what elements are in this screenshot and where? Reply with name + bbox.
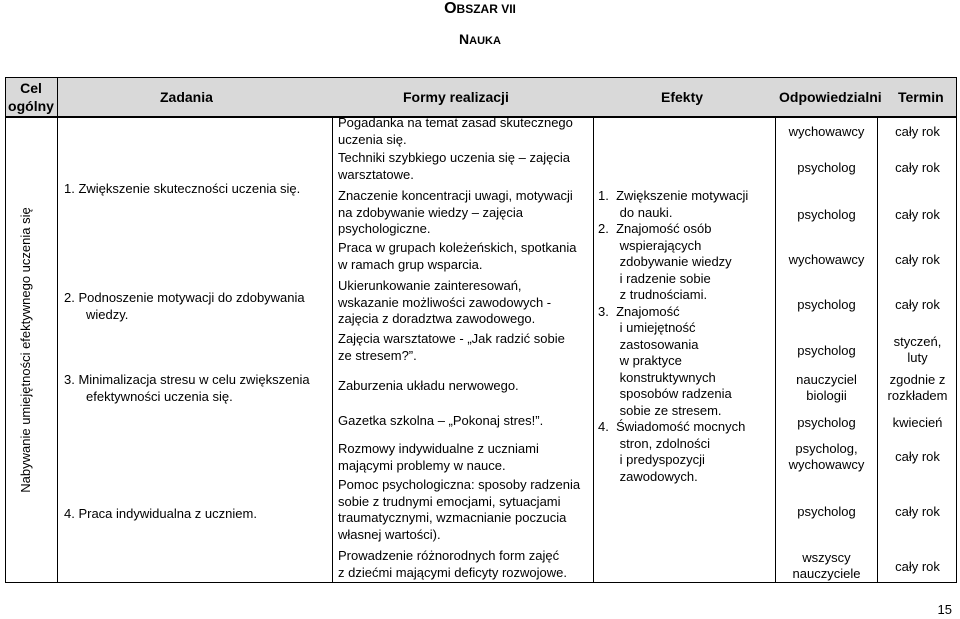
task-1: 1. Zwiększenie skuteczności uczenia się. (64, 181, 301, 196)
term-cell: kwiecień (892, 415, 943, 430)
responsible-cell: nauczyciel biologii (796, 372, 857, 403)
col-responsible-header: Odpowiedzialni (779, 89, 882, 105)
form-item: Pomoc psychologiczna: sposoby radzenia sobie z trudnymi emocjami, sytuacjami traumatycznymi, wzmacnianie poczucia własnej wartości). (338, 477, 581, 542)
term-cell: cały rok (895, 160, 940, 175)
col-divider-forms (593, 117, 594, 583)
term-cell: cały rok (895, 297, 940, 312)
responsible-cell: psycholog (797, 207, 856, 222)
responsible-cell: psycholog, wychowawcy (788, 441, 865, 472)
task-4: 4. Praca indywidualna z uczniem. (64, 506, 257, 521)
term-cell: cały rok (895, 207, 940, 222)
page-number: 15 (937, 602, 952, 617)
form-item: Gazetka szkolna – „Pokonaj stres!”. (338, 413, 544, 428)
form-item: Znaczenie koncentracji uwagi, motywacji na zdobywanie wiedzy – zajęcia psychologiczne. (338, 188, 573, 236)
col-forms-header: Formy realizacji (403, 89, 509, 105)
form-item: Ukierunkowanie zainteresowań, wskazanie możliwości zawodowych - zajęcia z doradztwa zawodowego. (338, 278, 552, 326)
responsible-cell: psycholog (797, 504, 856, 519)
form-item: Techniki szybkiego uczenia się – zajęcia warsztatowe. (338, 150, 570, 182)
responsible-cell: psycholog (797, 415, 856, 430)
col-term-header: Termin (898, 89, 944, 105)
responsible-cell: psycholog (797, 343, 856, 358)
term-cell: cały rok (895, 124, 940, 139)
term-cell: cały rok (895, 449, 940, 464)
task-3: 3. Minimalizacja stresu w celu zwiększenia (64, 372, 310, 387)
responsible-cell: wszyscy nauczyciele (792, 550, 861, 581)
section-title-rest: AUKA (469, 35, 501, 47)
area-title (0, 0, 960, 18)
task-2: 2. Podnoszenie motywacji do zdobywania (64, 290, 305, 305)
term-cell: cały rok (895, 504, 940, 519)
responsible-cell: psycholog (797, 160, 856, 175)
area-title-rest: BSZAR VII (456, 2, 516, 16)
form-item: Prowadzenie różnorodnych form zajęć z dziećmi mającymi deficyty rozwojowe. (338, 548, 568, 580)
area-title-first: O (444, 0, 457, 17)
responsible-cell: wychowawcy (788, 124, 865, 139)
form-item: Zaburzenia układu nerwowego. (338, 378, 519, 393)
form-item: Rozmowy indywidualne z uczniami mającymi problemy w nauce. (338, 441, 539, 473)
section-title-first: N (459, 31, 470, 47)
col-effects-header: Efekty (661, 89, 704, 105)
task-2-cont: wiedzy. (86, 307, 129, 322)
term-cell: zgodnie z rozkładem (887, 372, 948, 403)
form-item: Zajęcia warsztatowe - „Jak radzić sobie ze stresem?”. (338, 331, 565, 363)
term-cell: styczeń, luty (893, 334, 942, 365)
col-goal-line1: Cel (20, 80, 42, 96)
col-divider-tasks (332, 117, 333, 583)
responsible-cell: wychowawcy (788, 252, 865, 267)
effects-list: 1. Zwiększenie motywacji do nauki. 2. Znajomość osób wspierających zdobywanie wiedzy i radzenie sobie z trudnościami. 3. Znajomość i umiejętność zastosowania w praktyce konstruktywnych sposobów radzenia sobie ze stresem. 4. Świadomość mocnych stron, zdolności i predyspozycji zawodowych. (598, 188, 749, 484)
form-item: Praca w grupach koleżeńskich, spotkania w ramach grup wsparcia. (338, 240, 577, 272)
section-title (0, 30, 960, 50)
col-divider-goal (57, 77, 58, 583)
task-3-cont: efektywności uczenia się. (86, 389, 233, 404)
term-cell: cały rok (895, 559, 940, 574)
col-goal-line2: ogólny (8, 98, 54, 114)
general-goal: Nabywanie umiejętności efektywnego uczenia się (18, 207, 33, 493)
form-item: Pogadanka na temat zasad skutecznego uczenia się. (338, 115, 573, 147)
col-tasks-header: Zadania (160, 89, 213, 105)
responsible-cell: psycholog (797, 297, 856, 312)
term-cell: cały rok (895, 252, 940, 267)
